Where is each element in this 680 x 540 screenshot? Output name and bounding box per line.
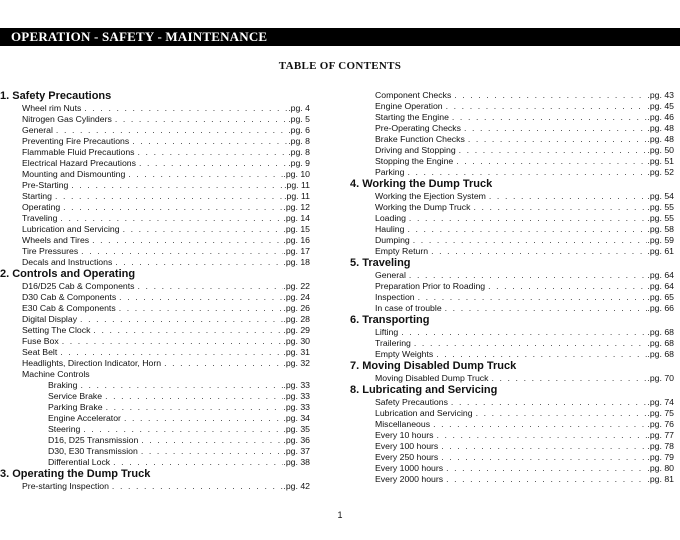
toc-entry-label: Electrical Hazard Precautions: [22, 158, 136, 168]
toc-dot-leader: [132, 136, 288, 147]
toc-dot-leader: [407, 167, 647, 178]
toc-entry[interactable]: [0, 202, 310, 213]
toc-entry-label: Starting the Engine: [375, 112, 449, 122]
toc-entry[interactable]: [350, 452, 674, 463]
toc-entry-page: .pg. 14: [283, 213, 310, 223]
toc-entry[interactable]: [0, 325, 310, 336]
toc-entry[interactable]: [0, 147, 310, 158]
toc-entry-page: .pg. 15: [283, 224, 310, 234]
toc-entry-page: .pg. 55: [647, 213, 674, 223]
toc-entry[interactable]: [0, 391, 310, 402]
toc-entry-label: Hauling: [375, 224, 405, 234]
toc-section-heading: 8. Lubricating and Servicing: [350, 384, 498, 396]
toc-entry-page: .pg. 5: [288, 114, 310, 124]
page-number: 1: [337, 510, 343, 520]
toc-entry-label: Nitrogen Gas Cylinders: [22, 114, 112, 124]
toc-entry-label: Engine Operation: [375, 101, 443, 111]
toc-entry-label: Every 100 hours: [375, 441, 439, 451]
toc-entry-label: Inspection: [375, 292, 415, 302]
toc-entry-page: .pg. 26: [283, 303, 310, 313]
toc-entry[interactable]: [350, 235, 674, 246]
toc-entry-page: .pg. 64: [647, 281, 674, 291]
toc-entry-page: .pg. 37: [283, 446, 310, 456]
toc-dot-leader: [489, 191, 648, 202]
toc-entry-label: Pre-Starting: [22, 180, 69, 190]
toc-entry-label: Engine Accelerator: [48, 413, 121, 423]
toc-entry[interactable]: [0, 235, 310, 246]
toc-entry-label: Setting The Clock: [22, 325, 91, 335]
toc-entry[interactable]: [350, 213, 674, 224]
toc-entry[interactable]: [0, 169, 310, 180]
toc-dot-leader: [409, 270, 648, 281]
toc-entry[interactable]: [350, 246, 674, 257]
toc-entry[interactable]: [0, 435, 310, 446]
toc-entry-page: .pg. 54: [647, 191, 674, 201]
toc-entry[interactable]: [0, 481, 310, 492]
toc-entry-page: .pg. 18: [283, 257, 310, 267]
toc-dot-leader: [81, 246, 283, 257]
toc-dot-leader: [141, 435, 283, 446]
toc-entry-page: .pg. 28: [283, 314, 310, 324]
toc-dot-leader: [401, 327, 647, 338]
toc-entry[interactable]: [0, 114, 310, 125]
toc-entry-label: Parking: [375, 167, 405, 177]
toc-entry-page: .pg. 68: [647, 349, 674, 359]
toc-entry-page: .pg. 76: [647, 419, 674, 429]
toc-entry-page: .pg. 64: [647, 270, 674, 280]
toc-dot-leader: [433, 419, 647, 430]
toc-entry-page: .pg. 48: [647, 134, 674, 144]
toc-dot-leader: [128, 169, 283, 180]
toc-entry[interactable]: [0, 158, 310, 169]
toc-entry-page: .pg. 11: [284, 191, 310, 201]
toc-entry-page: .pg. 59: [647, 235, 674, 245]
toc-entry-page: .pg. 79: [647, 452, 674, 462]
toc-dot-leader: [473, 202, 647, 213]
toc-entry[interactable]: [0, 446, 310, 457]
toc-dot-leader: [459, 145, 648, 156]
toc-entry[interactable]: [350, 441, 674, 452]
toc-entry-label: General: [375, 270, 406, 280]
toc-entry-page: .pg. 68: [647, 327, 674, 337]
toc-entry-label: Dumping: [375, 235, 410, 245]
toc-entry-label: Wheels and Tires: [22, 235, 90, 245]
toc-entry-page: .pg. 70: [647, 373, 674, 383]
toc-entry[interactable]: [350, 112, 674, 123]
toc-entry[interactable]: [350, 463, 674, 474]
toc-entry[interactable]: [0, 424, 310, 435]
header-banner: OPERATION - SAFETY - MAINTENANCE: [0, 28, 680, 46]
toc-dot-leader: [71, 180, 284, 191]
toc-entry[interactable]: [0, 457, 310, 468]
toc-entry[interactable]: [350, 281, 674, 292]
toc-entry[interactable]: [350, 474, 674, 485]
toc-section-heading: 1. Safety Precautions: [0, 90, 112, 102]
toc-entry-label: Starting: [22, 191, 52, 201]
toc-entry[interactable]: [350, 167, 674, 178]
toc-entry[interactable]: [0, 213, 310, 224]
toc-dot-leader: [62, 336, 284, 347]
toc-entry[interactable]: [0, 369, 310, 380]
toc-entry-page: .pg. 24: [283, 292, 310, 302]
toc-dot-leader: [141, 446, 284, 457]
toc-entry-label: Parking Brake: [48, 402, 103, 412]
toc-entry-page: .pg. 34: [283, 413, 310, 423]
toc-entry[interactable]: [350, 292, 674, 303]
toc-dot-leader: [123, 224, 284, 235]
toc-dot-leader: [113, 457, 283, 468]
toc-entry-label: Working the Ejection System: [375, 191, 486, 201]
toc-entry-page: .pg. 48: [647, 123, 674, 133]
toc-entry-label: Working the Dump Truck: [375, 202, 471, 212]
toc-dot-leader: [124, 413, 283, 424]
toc-dot-leader: [446, 101, 648, 112]
toc-dot-leader: [407, 224, 647, 235]
toc-dot-leader: [413, 235, 648, 246]
toc-entry[interactable]: [0, 380, 310, 391]
toc-entry-label: Decals and Instructions: [22, 257, 113, 267]
toc-dot-leader: [451, 397, 648, 408]
toc-entry-page: .pg. 52: [647, 167, 674, 177]
toc-entry-label: Stopping the Engine: [375, 156, 454, 166]
toc-entry[interactable]: [350, 191, 674, 202]
toc-entry[interactable]: [0, 336, 310, 347]
toc-dot-leader: [456, 156, 647, 167]
toc-entry-page: .pg. 11: [284, 180, 310, 190]
toc-section-heading: 7. Moving Disabled Dump Truck: [350, 360, 517, 372]
toc-entry-page: .pg. 33: [283, 391, 310, 401]
toc-entry-label: Driving and Stopping: [375, 145, 456, 155]
toc-dot-leader: [119, 292, 283, 303]
toc-entry-label: D30, E30 Transmission: [48, 446, 138, 456]
toc-entry-label: Empty Weights: [375, 349, 434, 359]
toc-dot-leader: [80, 314, 283, 325]
toc-entry-label: Lubrication and Servicing: [375, 408, 473, 418]
toc-entry-page: .pg. 58: [647, 224, 674, 234]
toc-entry-label: Empty Return: [375, 246, 429, 256]
toc-section-heading: 4. Working the Dump Truck: [350, 178, 493, 190]
toc-entry-page: .pg. 61: [647, 246, 674, 256]
toc-entry-page: .pg. 16: [283, 235, 310, 245]
toc-dot-leader: [409, 213, 648, 224]
toc-entry-page: .pg. 75: [647, 408, 674, 418]
toc-entry[interactable]: [350, 327, 674, 338]
toc-entry-label: Moving Disabled Dump Truck: [375, 373, 489, 383]
toc-dot-leader: [476, 408, 648, 419]
toc-dot-leader: [112, 481, 284, 492]
toc-dot-leader: [468, 134, 648, 145]
toc-entry-label: Flammable Fluid Precautions: [22, 147, 135, 157]
toc-dot-leader: [106, 402, 284, 413]
toc-entry-label: Pre-Operating Checks: [375, 123, 461, 133]
toc-entry[interactable]: [350, 349, 674, 360]
toc-entry[interactable]: [0, 180, 310, 191]
toc-entry-page: .pg. 50: [647, 145, 674, 155]
toc-entry-page: .pg. 66: [647, 303, 674, 313]
toc-entry[interactable]: [0, 103, 310, 114]
toc-dot-leader: [56, 125, 288, 136]
toc-entry-page: .pg. 22: [283, 281, 310, 291]
toc-entry-label: Mounting and Dismounting: [22, 169, 126, 179]
toc-dot-leader: [80, 380, 283, 391]
toc-entry-label: Preparation Prior to Roading: [375, 281, 486, 291]
toc-dot-leader: [454, 90, 647, 101]
toc-entry-page: .pg. 10: [283, 169, 310, 179]
toc-dot-leader: [441, 452, 647, 463]
toc-entry[interactable]: [350, 156, 674, 167]
toc-dot-leader: [60, 347, 283, 358]
toc-entry-page: .pg. 46: [647, 112, 674, 122]
toc-dot-leader: [452, 112, 648, 123]
toc-entry[interactable]: [350, 145, 674, 156]
toc-entry-page: .pg. 78: [647, 441, 674, 451]
toc-entry-label: D16, D25 Transmission: [48, 435, 139, 445]
toc-entry-page: .pg. 36: [283, 435, 310, 445]
toc-dot-leader: [115, 114, 288, 125]
toc-dot-leader: [164, 358, 283, 369]
toc-dot-leader: [139, 158, 288, 169]
toc-dot-leader: [119, 303, 284, 314]
toc-entry-label: Safety Precautions: [375, 397, 448, 407]
toc-dot-leader: [441, 441, 647, 452]
toc-entry-label: Fuse Box: [22, 336, 59, 346]
toc-entry-page: .pg. 32: [283, 358, 310, 368]
toc-entry-page: .pg. 17: [283, 246, 310, 256]
toc-dot-leader: [92, 235, 283, 246]
toc-entry[interactable]: [0, 224, 310, 235]
toc-entry-label: E30 Cab & Components: [22, 303, 116, 313]
toc-entry[interactable]: [0, 413, 310, 424]
toc-entry-label: Every 10 hours: [375, 430, 434, 440]
toc-entry-label: Every 1000 hours: [375, 463, 444, 473]
toc-entry[interactable]: [0, 246, 310, 257]
toc-entry[interactable]: [0, 292, 310, 303]
toc-dot-leader: [436, 430, 647, 441]
toc-entry[interactable]: [350, 303, 674, 314]
toc-entry-label: Tire Pressures: [22, 246, 79, 256]
toc-entry[interactable]: [350, 397, 674, 408]
toc-entry-label: Headlights, Direction Indicator, Horn: [22, 358, 162, 368]
toc-section-heading: 2. Controls and Operating: [0, 268, 136, 280]
toc-dot-leader: [60, 213, 283, 224]
toc-dot-leader: [418, 292, 648, 303]
toc-entry-label: Seat Belt: [22, 347, 58, 357]
toc-entry-page: .pg. 81: [647, 474, 674, 484]
toc-entry-page: .pg. 38: [283, 457, 310, 467]
toc-section-heading: 3. Operating the Dump Truck: [0, 468, 151, 480]
toc-entry-page: .pg. 4: [288, 103, 310, 113]
toc-entry-page: .pg. 8: [288, 136, 310, 146]
toc-dot-leader: [445, 303, 648, 314]
toc-title: TABLE OF CONTENTS: [278, 60, 402, 72]
toc-entry-label: Lubrication and Servicing: [22, 224, 120, 234]
toc-entry[interactable]: [0, 257, 310, 268]
toc-entry-label: Loading: [375, 213, 406, 223]
toc-entry-label: Digital Display: [22, 314, 78, 324]
toc-dot-leader: [446, 474, 647, 485]
toc-entry-label: Preventing Fire Precautions: [22, 136, 130, 146]
toc-entry-page: .pg. 77: [647, 430, 674, 440]
toc-entry-label: Every 250 hours: [375, 452, 439, 462]
toc-entry-label: Every 2000 hours: [375, 474, 444, 484]
toc-entry[interactable]: [0, 402, 310, 413]
toc-entry-label: Pre-starting Inspection: [22, 481, 109, 491]
toc-entry[interactable]: [350, 123, 674, 134]
toc-dot-leader: [138, 147, 289, 158]
toc-entry-page: .pg. 9: [288, 158, 310, 168]
toc-left-column: [0, 90, 310, 492]
toc-entry-page: .pg. 31: [283, 347, 310, 357]
toc-entry-page: .pg. 51: [647, 156, 674, 166]
toc-entry-label: Miscellaneous: [375, 419, 431, 429]
toc-entry-label: Brake Function Checks: [375, 134, 465, 144]
toc-entry-label: Differential Lock: [48, 457, 111, 467]
toc-entry-page: .pg. 74: [647, 397, 674, 407]
toc-dot-leader: [55, 191, 284, 202]
toc-entry-page: .pg. 33: [283, 380, 310, 390]
toc-entry[interactable]: [0, 281, 310, 292]
toc-entry[interactable]: [0, 314, 310, 325]
toc-entry-label: Lifting: [375, 327, 399, 337]
toc-entry[interactable]: [0, 136, 310, 147]
toc-entry[interactable]: [350, 408, 674, 419]
toc-entry-label: Machine Controls: [22, 369, 90, 379]
toc-entry-page: .pg. 43: [647, 90, 674, 100]
toc-entry-page: .pg. 8: [288, 147, 310, 157]
toc-entry-label: D30 Cab & Components: [22, 292, 117, 302]
toc-entry[interactable]: [350, 90, 674, 101]
toc-entry[interactable]: [350, 373, 674, 384]
toc-entry[interactable]: [350, 419, 674, 430]
toc-dot-leader: [84, 103, 288, 114]
toc-dot-leader: [488, 281, 647, 292]
toc-entry-label: Steering: [48, 424, 81, 434]
toc-entry-label: In case of trouble: [375, 303, 442, 313]
toc-entry[interactable]: [350, 270, 674, 281]
toc-dot-leader: [93, 325, 283, 336]
toc-entry-label: Traveling: [22, 213, 58, 223]
toc-entry-page: .pg. 35: [283, 424, 310, 434]
toc-dot-leader: [491, 373, 647, 384]
toc-entry-label: Operating: [22, 202, 61, 212]
toc-entry[interactable]: [0, 125, 310, 136]
toc-entry[interactable]: [350, 101, 674, 112]
toc-dot-leader: [436, 349, 647, 360]
toc-entry[interactable]: [350, 430, 674, 441]
toc-entry-label: Trailering: [375, 338, 411, 348]
toc-entry-page: .pg. 65: [647, 292, 674, 302]
toc-entry[interactable]: [350, 134, 674, 145]
toc-entry-page: .pg. 29: [283, 325, 310, 335]
toc-dot-leader: [63, 202, 283, 213]
toc-entry-label: D16/D25 Cab & Components: [22, 281, 135, 291]
toc-entry-page: .pg. 42: [283, 481, 310, 491]
toc-section-heading: 5. Traveling: [350, 257, 411, 269]
toc-dot-leader: [414, 338, 648, 349]
toc-entry[interactable]: [350, 338, 674, 349]
toc-entry[interactable]: [350, 224, 674, 235]
toc-dot-leader: [105, 391, 283, 402]
toc-entry[interactable]: [0, 303, 310, 314]
toc-entry[interactable]: [0, 347, 310, 358]
toc-right-column: [350, 90, 674, 485]
toc-dot-leader: [138, 281, 284, 292]
toc-entry[interactable]: [0, 358, 310, 369]
toc-dot-leader: [464, 123, 647, 134]
toc-entry-page: .pg. 55: [647, 202, 674, 212]
toc-entry-page: .pg. 33: [283, 402, 310, 412]
toc-entry-page: .pg. 6: [288, 125, 310, 135]
toc-entry-page: .pg. 80: [647, 463, 674, 473]
toc-entry[interactable]: [350, 202, 674, 213]
toc-entry-label: General: [22, 125, 53, 135]
toc-entry-label: Service Brake: [48, 391, 103, 401]
toc-dot-leader: [83, 424, 283, 435]
toc-entry-page: .pg. 68: [647, 338, 674, 348]
toc-entry-label: Braking: [48, 380, 78, 390]
toc-dot-leader: [431, 246, 647, 257]
toc-section-heading: 6. Transporting: [350, 314, 430, 326]
toc-entry-page: .pg. 45: [647, 101, 674, 111]
toc-entry-label: Wheel rim Nuts: [22, 103, 82, 113]
toc-entry-page: .pg. 30: [283, 336, 310, 346]
toc-entry-label: Component Checks: [375, 90, 452, 100]
toc-entry-page: .pg. 12: [283, 202, 310, 212]
toc-dot-leader: [446, 463, 647, 474]
toc-dot-leader: [115, 257, 283, 268]
toc-entry[interactable]: [0, 191, 310, 202]
